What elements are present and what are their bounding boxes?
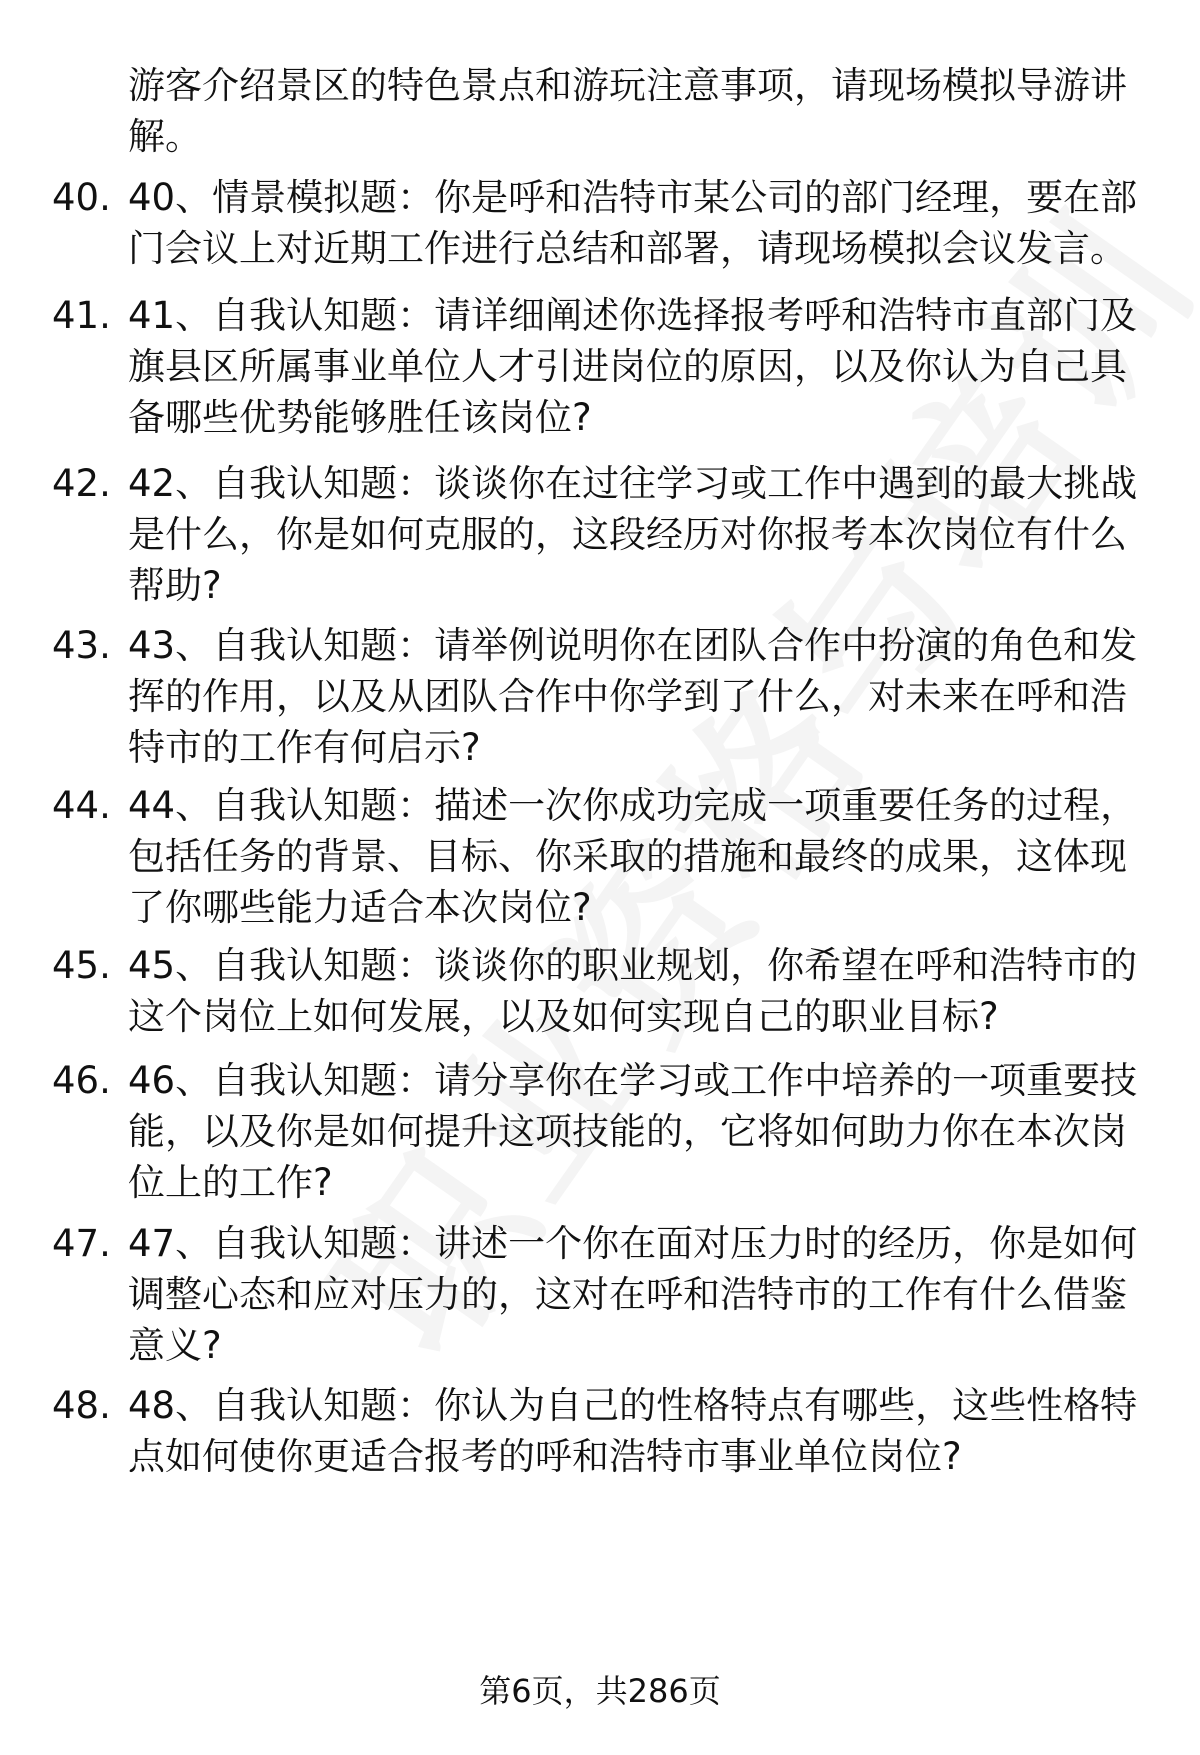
page-footer: 第6页，共286页: [479, 1672, 721, 1710]
item-text: 45、自我认知题：谈谈你的职业规划，你希望在呼和浩特市的这个岗位上如何发展，以及如何实现自己的职业目标?: [128, 944, 1138, 1038]
item-text: 47、自我认知题：讲述一个你在面对压力时的经历，你是如何调整心态和应对压力的，这对在呼和浩特市的工作有什么借鉴意义?: [128, 1222, 1138, 1367]
item-number: 45.: [52, 944, 111, 987]
item-text: 42、自我认知题：谈谈你在过往学习或工作中遇到的最大挑战是什么，你是如何克服的，这段经历对你报考本次岗位有什么帮助?: [128, 462, 1138, 607]
item-number: 46.: [52, 1059, 111, 1102]
item-text: 40、情景模拟题：你是呼和浩特市某公司的部门经理，要在部门会议上对近期工作进行总结和部署，请现场模拟会议发言。: [128, 176, 1138, 270]
item-text: 43、自我认知题：请举例说明你在团队合作中扮演的角色和发挥的作用，以及从团队合作中你学到了什么，对未来在呼和浩特市的工作有何启示?: [128, 624, 1138, 769]
item-text: 48、自我认知题：你认为自己的性格特点有哪些，这些性格特点如何使你更适合报考的呼和浩特市事业单位岗位?: [128, 1384, 1138, 1478]
item-number: 48.: [52, 1384, 111, 1427]
item-number: 40.: [52, 176, 111, 219]
item-number: 41.: [52, 294, 111, 337]
item-text: 46、自我认知题：请分享你在学习或工作中培养的一项重要技能，以及你是如何提升这项技能的，它将如何助力你在本次岗位上的工作?: [128, 1059, 1138, 1204]
item-number: 42.: [52, 462, 111, 505]
item-number: 43.: [52, 624, 111, 667]
item-text: 44、自我认知题：描述一次你成功完成一项重要任务的过程，包括任务的背景、目标、你采取的措施和最终的成果，这体现了你哪些能力适合本次岗位?: [128, 784, 1138, 929]
item-text: 41、自我认知题：请详细阐述你选择报考呼和浩特市直部门及旗县区所属事业单位人才引进岗位的原因，以及你认为自己具备哪些优势能够胜任该岗位?: [128, 294, 1138, 439]
item-number: 44.: [52, 784, 111, 827]
continuation-paragraph: 游客介绍景区的特色景点和游玩注意事项，请现场模拟导游讲解。: [128, 64, 1127, 158]
item-number: 47.: [52, 1222, 111, 1265]
